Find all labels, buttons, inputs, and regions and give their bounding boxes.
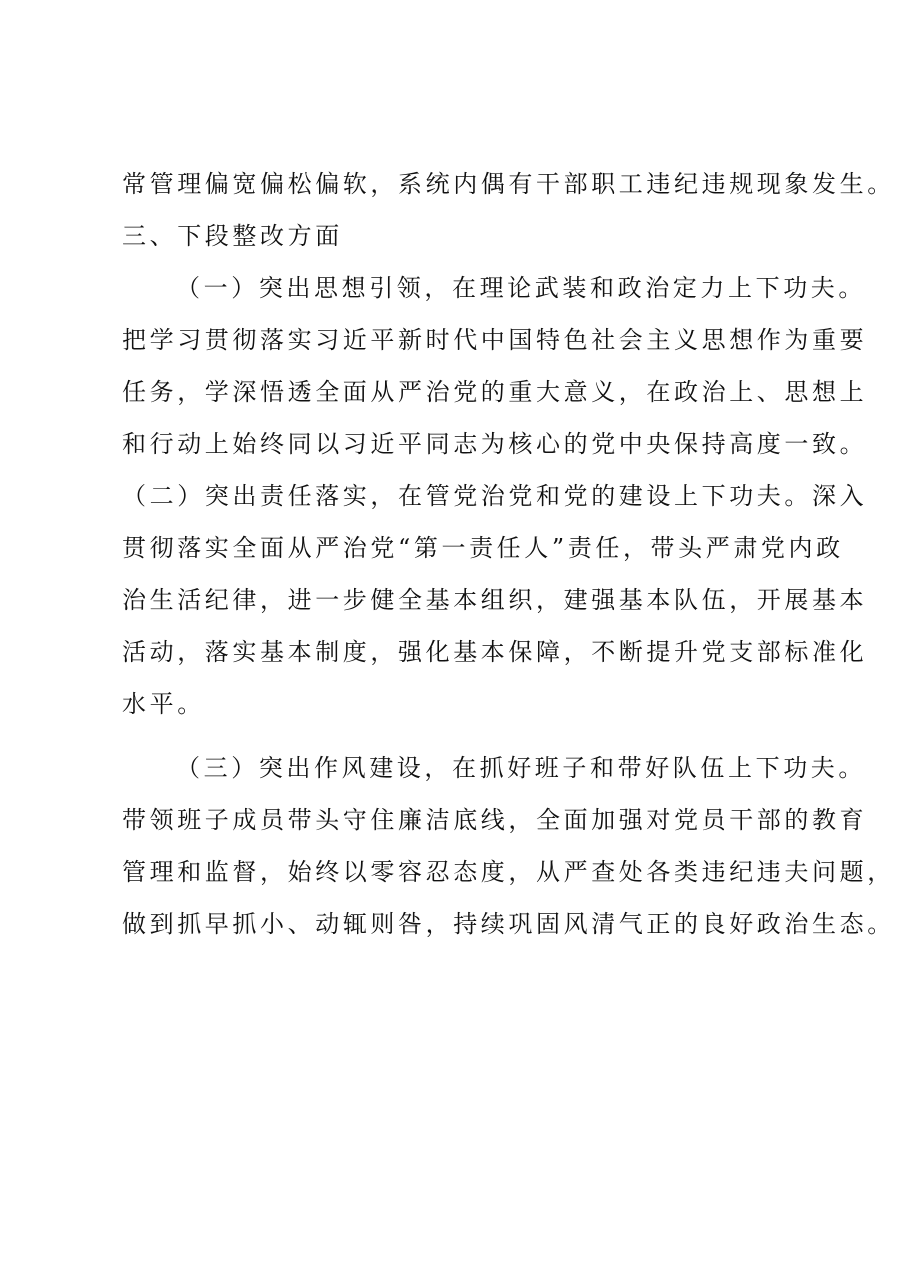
section-heading: 三、下段整改方面	[122, 222, 343, 250]
subsection-heading-2: （二）突出责任落实，在管党治党和党的建设上下功夫。深入	[122, 482, 868, 510]
paragraph-line: 治生活纪律，进一步健全基本组织，建强基本队伍，开展基本	[122, 586, 868, 614]
paragraph-line: 任务，学深悟透全面从严治党的重大意义，在政治上、思想上	[122, 378, 868, 406]
paragraph-line: 做到抓早抓小、动辄则咎，持续巩固风清气正的良好政治生态。	[122, 910, 895, 938]
document-body	[122, 164, 895, 956]
paragraph-line: 贯彻落实全面从严治党“第一责任人”责任，带头严肃党内政	[122, 534, 844, 562]
subsection-heading-3: （三）突出作风建设，在抓好班子和带好队伍上下功夫。	[176, 754, 866, 782]
paragraph-line: 和行动上始终同以习近平同志为核心的党中央保持高度一致。	[122, 430, 868, 458]
paragraph-line: 带领班子成员带头守住廉洁底线，全面加强对党员干部的教育	[122, 806, 868, 834]
paragraph-line: 管理和监督，始终以零容忍态度，从严查处各类违纪违夫问题，	[122, 858, 895, 886]
subsection-heading-1: （一）突出思想引领，在理论武装和政治定力上下功夫。	[176, 274, 866, 302]
paragraph-line: 把学习贯彻落实习近平新时代中国特色社会主义思想作为重要	[122, 326, 868, 354]
paragraph-line: 活动，落实基本制度，强化基本保障，不断提升党支部标准化	[122, 638, 868, 666]
paragraph-line: 常管理偏宽偏松偏软，系统内偶有干部职工违纪违规现象发生。	[122, 170, 895, 198]
paragraph-line: 水平。	[122, 690, 205, 718]
